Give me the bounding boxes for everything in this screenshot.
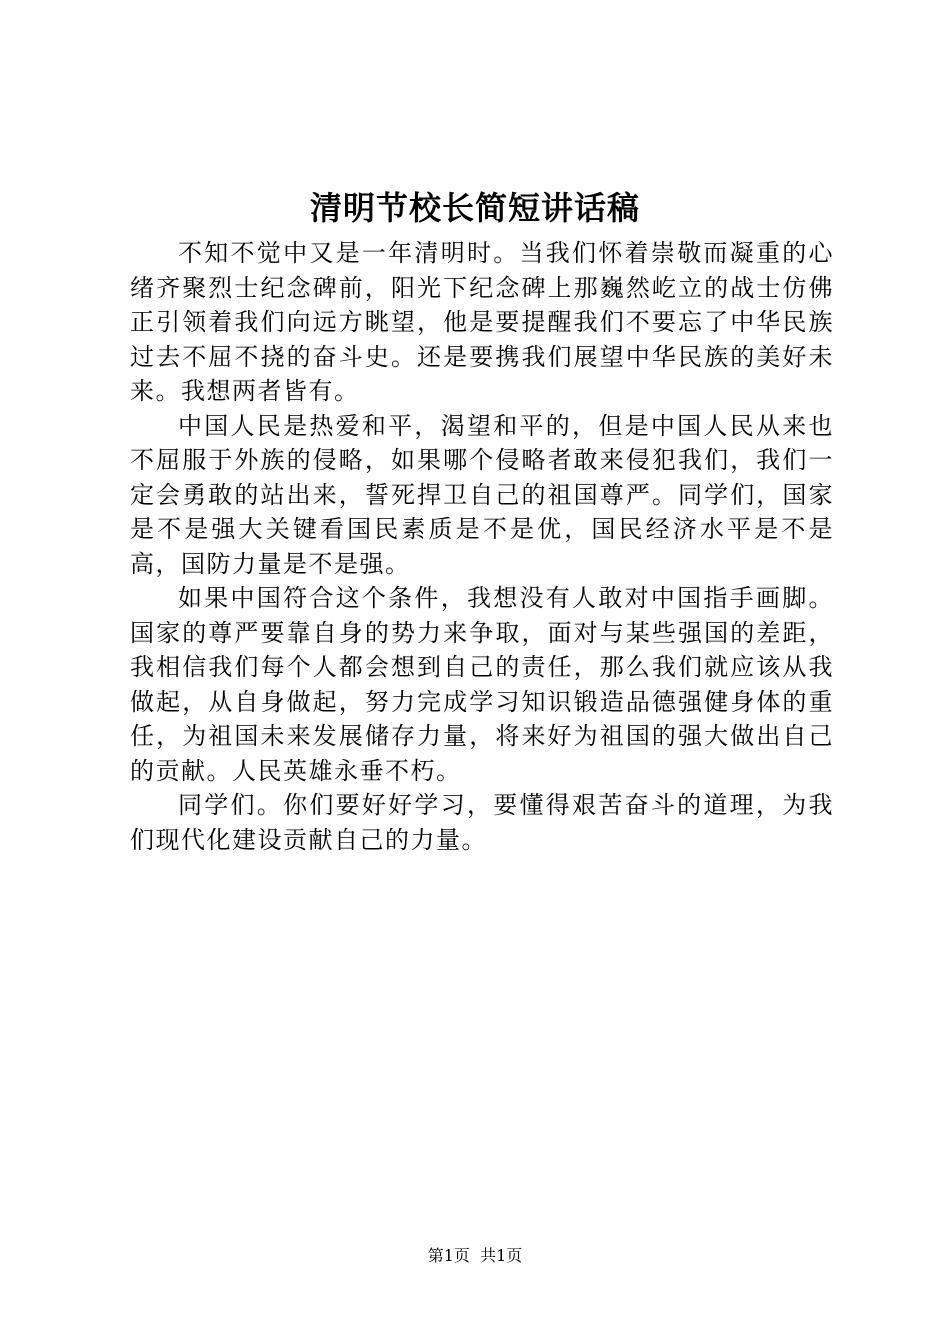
document-title: 清明节校长简短讲话稿 [309, 189, 640, 227]
paragraph-1: 不知不觉中又是一年清明时。当我们怀着崇敬而凝重的心绪齐聚烈士纪念碑前，阳光下纪念碑上那巍然屹立的战士仿佛正引领着我们向远方眺望，他是要提醒我们不要忘了中华民族过去不屈不挠的奋斗史。还是要携我们展望中华民族的美好未来。我想两者皆有。 [130, 239, 834, 405]
document-body [130, 236, 834, 857]
page-total: 共1页 [480, 1246, 523, 1265]
paragraph-2: 中国人民是热爱和平，渴望和平的，但是中国人民从来也不屈服于外族的侵略，如果哪个侵略者敢来侵犯我们，我们一定会勇敢的站出来，誓死捍卫自己的祖国尊严。同学们，国家是不是强大关键看国民素质是不是优，国民经济水平是不是高，国防力量是不是强。 [130, 411, 834, 578]
page-number: 第1页 [427, 1246, 470, 1265]
page-footer [0, 1244, 950, 1268]
paragraph-3: 如果中国符合这个条件，我想没有人敢对中国指手画脚。国家的尊严要靠自身的势力来争取，面对与某些强国的差距，我相信我们每个人都会想到自己的责任，那么我们就应该从我做起，从自身做起，努力完成学习知识锻造品德强健身体的重任，为祖国未来发展储存力量，将来好为祖国的强大做出自己的贡献。人民英雄永垂不朽。 [130, 584, 834, 785]
paragraph-4: 同学们。你们要好好学习，要懂得艰苦奋斗的道理，为我们现代化建设贡献自己的力量。 [130, 791, 834, 854]
footer-separator [470, 1246, 480, 1265]
